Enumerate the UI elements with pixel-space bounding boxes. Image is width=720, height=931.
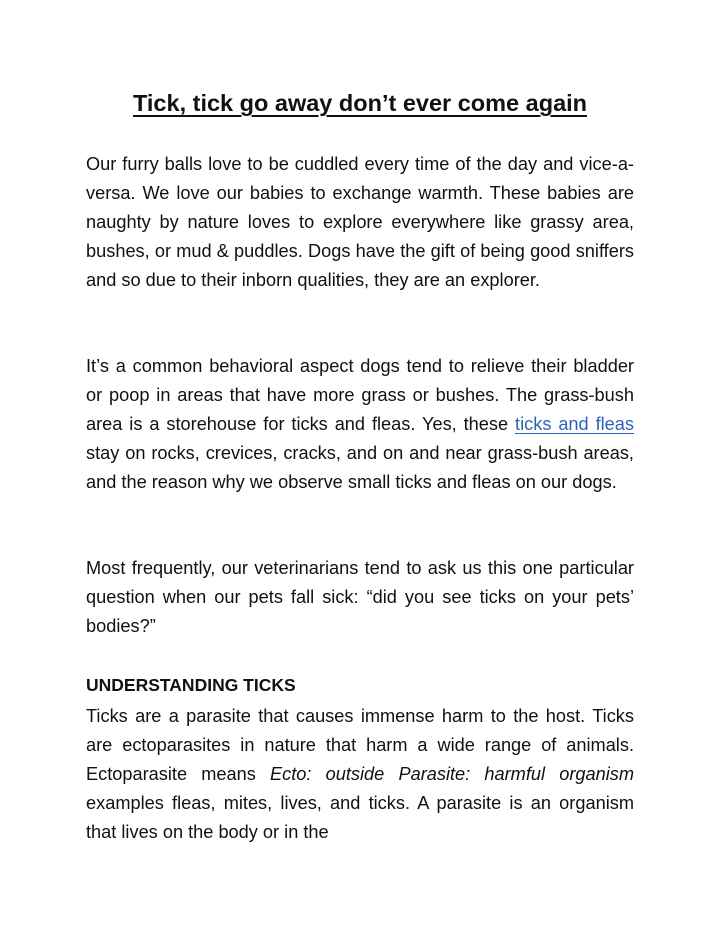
section-heading-understanding-ticks: UNDERSTANDING TICKS — [86, 675, 296, 695]
paragraph-understanding-ticks — [86, 702, 634, 847]
document-title-text: Tick, tick go away don’t ever come again — [132, 90, 588, 116]
paragraph-veterinarians: Most frequently, our veterinarians tend to ask us this one particular question when our pets fall sick: “did you see ticks on your pets’ bodies?” — [86, 558, 634, 636]
paragraph-behavior-text-start: It’s a common behavioral aspect dogs tend to relieve their bladder or poop in areas that have more grass or bushes. The grass-bush area is a storehouse for ticks and fleas. Yes, these — [86, 356, 634, 434]
document-title — [0, 86, 720, 120]
ectoparasite-definition: Ecto: outside Parasite: harmful organism — [270, 764, 635, 784]
ticks-and-fleas-link[interactable]: ticks and fleas — [515, 414, 634, 434]
paragraph-behavior — [86, 352, 634, 497]
paragraph-ticks-text-start: Ticks are a parasite that causes immense harm to the host. Ticks are ectoparasites in nature that harm a wide range of animals. Ectoparasite means — [86, 706, 634, 784]
paragraph-intro: Our furry balls love to be cuddled every time of the day and vice-a-versa. We love our babies to exchange warmth. These babies are naughty by nature loves to explore everywhere like grassy area, bushes, or mud & puddles. Dogs have the gift of being good sniffers and so due to their inborn qualities, they are an explorer. — [86, 154, 634, 290]
paragraph-behavior-text-end: stay on rocks, crevices, cracks, and on and near grass-bush areas, and the reason why we observe small ticks and fleas on our dogs. — [86, 443, 634, 492]
paragraph-ticks-text-end: examples fleas, mites, lives, and ticks. A parasite is an organism that lives on the body or in the — [86, 793, 634, 842]
